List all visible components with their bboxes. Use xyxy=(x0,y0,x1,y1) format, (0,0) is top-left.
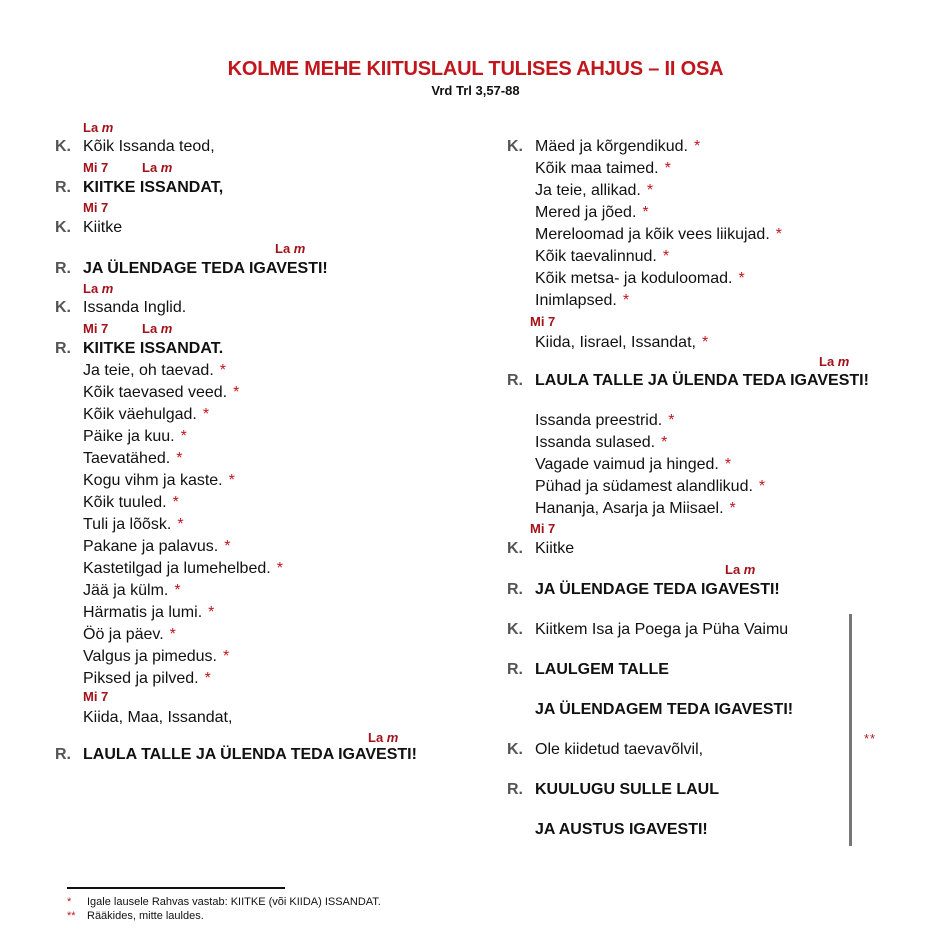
response-asterisk: * xyxy=(174,582,181,599)
lyric-text: Vagade vaimud ja hinged. xyxy=(535,456,719,473)
lyric-text: LAULA TALLE JA ÜLENDA TEDA IGAVESTI! xyxy=(535,372,869,389)
lyric-text: Kõik Issanda teod, xyxy=(83,138,215,155)
lyric-text: Härmatis ja lumi. xyxy=(83,604,203,621)
lyric-text: Mäed ja kõrgendikud. xyxy=(535,138,688,155)
chord-root: La xyxy=(83,281,102,296)
speaker-response: R. xyxy=(55,746,71,763)
speaker-cantor: K. xyxy=(55,219,71,236)
speaker-response: R. xyxy=(55,179,71,196)
footnote xyxy=(67,896,381,908)
speaker-response: R. xyxy=(507,372,523,389)
lyric-text: JA ÜLENDAGEM TEDA IGAVESTI! xyxy=(535,701,794,718)
chord-quality: m xyxy=(160,321,173,336)
lyric-text: Pakane ja palavus. xyxy=(83,538,219,555)
lyric-text: JA AUSTUS IGAVESTI! xyxy=(535,821,708,838)
chord-la-minor xyxy=(83,121,113,135)
response-asterisk: * xyxy=(729,500,736,517)
chord-quality: m xyxy=(837,354,850,369)
response-asterisk: * xyxy=(204,670,211,687)
lyric-text: Kõik maa taimed. xyxy=(535,160,659,177)
lyric-text: Öö ja päev. xyxy=(83,626,164,643)
response-asterisk: * xyxy=(224,538,231,555)
response-asterisk: * xyxy=(661,434,668,451)
lyric-text: Ja teie, allikad. xyxy=(535,182,641,199)
speaker-response: R. xyxy=(55,260,71,277)
response-asterisk: * xyxy=(646,182,654,199)
footnote-text: Igale lausele Rahvas vastab: KIITKE (või KIIDA) ISSANDAT. xyxy=(87,896,381,908)
chord-mi-7: Mi 7 xyxy=(83,200,109,215)
chord-la-minor xyxy=(368,731,398,745)
chord-root: La xyxy=(725,562,744,577)
speaker-response: R. xyxy=(55,340,71,357)
lyric-text: Inimlapsed. xyxy=(535,292,617,309)
lyric-text: Kõik tuuled. xyxy=(83,494,167,511)
lyric-text: LAULA TALLE JA ÜLENDA TEDA IGAVESTI! xyxy=(83,746,417,763)
footnote-mark: * xyxy=(67,896,72,908)
response-asterisk: * xyxy=(642,204,649,221)
response-asterisk: * xyxy=(176,450,183,467)
lyric-text: JA ÜLENDAGE TEDA IGAVESTI! xyxy=(535,581,780,598)
lyric-text: Ole kiidetud taevavõlvil, xyxy=(535,741,704,758)
spoken-marker: ** xyxy=(864,731,877,746)
response-asterisk: * xyxy=(662,248,670,265)
chord-root: La xyxy=(819,354,838,369)
chord-root: La xyxy=(83,120,102,135)
speaker-response: R. xyxy=(507,581,523,598)
response-asterisk: * xyxy=(208,604,215,621)
footnote-mark: ** xyxy=(67,910,76,922)
chord-quality: m xyxy=(743,562,756,577)
response-asterisk: * xyxy=(775,226,783,243)
lyric-text: Mereloomad ja kõik vees liikujad. xyxy=(535,226,770,243)
lyric-text: KIITKE ISSANDAT. xyxy=(83,340,224,357)
lyric-text: Kiitkem Isa ja Poega ja Püha Vaimu xyxy=(535,621,789,638)
lyric-text: Tuli ja lõõsk. xyxy=(83,516,172,533)
chord-root: La xyxy=(142,160,161,175)
lyric-text: Jää ja külm. xyxy=(83,582,169,599)
response-asterisk: * xyxy=(622,292,630,309)
response-asterisk: * xyxy=(177,516,184,533)
speaker-cantor: K. xyxy=(55,299,71,316)
response-asterisk: * xyxy=(172,494,179,511)
chord-mi-7: Mi 7 xyxy=(83,160,109,175)
response-asterisk: * xyxy=(223,648,230,665)
lyric-text: Hananja, Asarja ja Miisael. xyxy=(535,500,724,517)
response-asterisk: * xyxy=(701,334,709,351)
response-asterisk: * xyxy=(724,456,732,473)
chord-la-minor xyxy=(725,563,755,577)
chord-root: La xyxy=(275,241,294,256)
response-asterisk: * xyxy=(758,478,766,495)
lyric-text: Piksed ja pilved. xyxy=(83,670,199,687)
lyric-text: Päike ja kuu. xyxy=(83,428,175,445)
chord-root: La xyxy=(142,321,161,336)
lyric-text: JA ÜLENDAGE TEDA IGAVESTI! xyxy=(83,260,328,277)
lyric-text: Ja teie, oh taevad. xyxy=(83,362,214,379)
lyric-text: Kastetilgad ja lumehelbed. xyxy=(83,560,271,577)
lyric-text: Kiida, Iisrael, Issandat, xyxy=(535,334,696,351)
speaker-response: R. xyxy=(507,781,523,798)
chord-mi-7: Mi 7 xyxy=(530,314,556,329)
chord-la-minor xyxy=(142,322,172,336)
chord-quality: m xyxy=(101,281,114,296)
footnote-text: Rääkides, mitte lauldes. xyxy=(87,910,204,922)
response-asterisk: * xyxy=(180,428,187,445)
chord-mi-7: Mi 7 xyxy=(83,689,109,704)
scripture-reference: Vrd Trl 3,57-88 xyxy=(431,83,520,98)
lyric-text: Kõik metsa- ja koduloomad. xyxy=(535,270,733,287)
lyric-text: Pühad ja südamest alandlikud. xyxy=(535,478,753,495)
response-asterisk: * xyxy=(668,412,675,429)
speaker-cantor: K. xyxy=(507,621,523,638)
chord-quality: m xyxy=(101,120,114,135)
lyric-text: Kõik taevalinnud. xyxy=(535,248,657,265)
chord-la-minor xyxy=(275,242,305,256)
chord-mi-7: Mi 7 xyxy=(530,521,556,536)
chord-quality: m xyxy=(293,241,306,256)
chord-quality: m xyxy=(386,730,399,745)
speaker-response: R. xyxy=(507,661,523,678)
speaker-cantor: K. xyxy=(55,138,71,155)
lyric-text: Kiitke xyxy=(535,540,575,557)
song-title: KOLME MEHE KIITUSLAUL TULISES AHJUS – II OSA xyxy=(227,58,724,80)
lyric-text: Issanda sulased. xyxy=(535,434,656,451)
lyric-text: Valgus ja pimedus. xyxy=(83,648,217,665)
response-asterisk: * xyxy=(169,626,176,643)
response-asterisk: * xyxy=(664,160,671,177)
response-asterisk: * xyxy=(202,406,210,423)
lyric-text: Issanda preestrid. xyxy=(535,412,663,429)
chord-mi-7: Mi 7 xyxy=(83,321,109,336)
lyric-text: Taevatähed. xyxy=(83,450,171,467)
lyric-text: Kiitke xyxy=(83,219,123,236)
speaker-cantor: K. xyxy=(507,540,523,557)
chord-la-minor xyxy=(142,161,172,175)
response-asterisk: * xyxy=(276,560,283,577)
response-asterisk: * xyxy=(693,138,701,155)
lyric-text: KIITKE ISSANDAT, xyxy=(83,179,224,196)
response-asterisk: * xyxy=(219,362,226,379)
response-asterisk: * xyxy=(233,384,240,401)
lyric-text: LAULGEM TALLE xyxy=(535,661,669,678)
response-asterisk: * xyxy=(228,472,235,489)
lyric-text: Mered ja jõed. xyxy=(535,204,637,221)
lyric-text: KUULUGU SULLE LAUL xyxy=(535,781,719,798)
response-asterisk: * xyxy=(738,270,745,287)
footnote xyxy=(67,910,204,922)
lyric-text: Kogu vihm ja kaste. xyxy=(83,472,223,489)
lyric-text: Issanda Inglid. xyxy=(83,299,187,316)
chord-la-minor xyxy=(819,355,849,369)
chord-quality: m xyxy=(160,160,173,175)
chord-la-minor xyxy=(83,282,113,296)
footnote-rule xyxy=(67,887,285,889)
lyric-text: Kõik taevased veed. xyxy=(83,384,228,401)
spoken-section-bar xyxy=(849,614,852,846)
lyric-text: Kõik väehulgad. xyxy=(83,406,197,423)
chord-root: La xyxy=(368,730,387,745)
speaker-cantor: K. xyxy=(507,741,523,758)
lyric-text: Kiida, Maa, Issandat, xyxy=(83,709,233,726)
speaker-cantor: K. xyxy=(507,138,523,155)
